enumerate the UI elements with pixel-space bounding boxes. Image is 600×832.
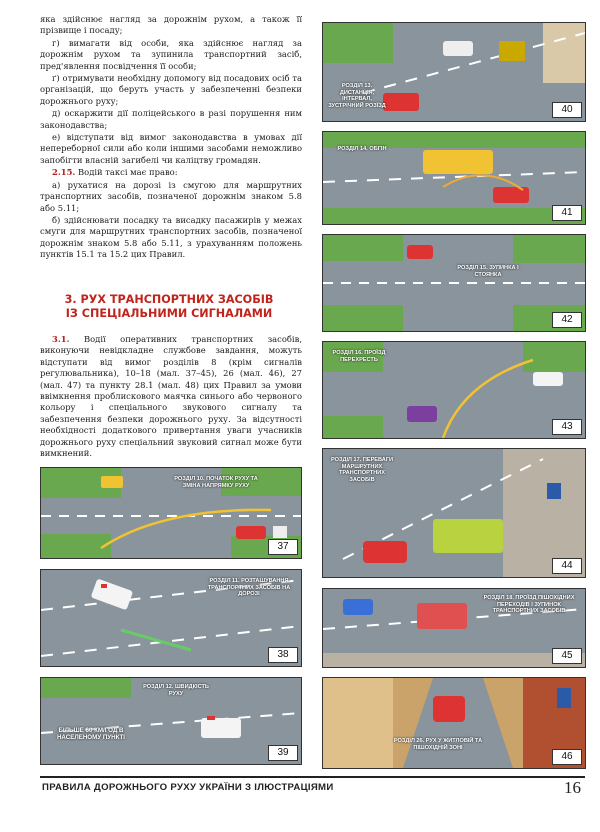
figure-37-number: 37 [268,539,298,555]
figure-37 [40,467,302,559]
rules-text-column [40,14,302,262]
section-3-title-line1: 3. РУХ ТРАНСПОРТНИХ ЗАСОБІВ [64,293,274,306]
figure-46-illustration [323,678,585,768]
rule-2-15-intro-text: Водій таксі має право: [78,167,178,178]
section-3-heading [44,293,294,321]
figure-45-caption: РОЗДІЛ 18. ПРОЇЗД ПІШОХІДНИХ ПЕРЕХОДІВ І ЗУПИНОК ТРАНСПОРТНИХ ЗАСОБІВ [483,595,575,615]
rule-3-1 [40,334,302,459]
book-title: ПРАВИЛА ДОРОЖНЬОГО РУХУ УКРАЇНИ З ІЛЮСТРАЦІЯМИ [42,782,334,793]
figure-40 [322,22,586,122]
page-number: 16 [564,778,581,797]
figure-44 [322,448,586,578]
figure-45-number: 45 [552,648,582,664]
rule-2-14-continuation: яка здійснює нагляд за дорожнім рухом, а також її прізвище і посаду; [40,14,302,36]
figure-46 [322,677,586,769]
figure-39 [40,677,302,765]
figure-40-number: 40 [552,102,582,118]
figure-45 [322,588,586,668]
figure-38-number: 38 [268,647,298,663]
figure-41-number: 41 [552,205,582,221]
figure-39-caption: РОЗДІЛ 12. ШВИДКІСТЬ РУХУ [143,684,209,697]
figure-38 [40,569,302,667]
figure-43 [322,341,586,439]
rule-2-15-intro [40,167,302,178]
figure-42 [322,234,586,332]
figure-42-illustration [323,235,585,331]
rule-2-14-g: г) вимагати від особи, яка здійснює нагляд за дорожнім рухом та зупинила транспортний засіб, пред'явлення посвідчення її особи; [40,37,302,71]
section-3-title-line2: ІЗ СПЕЦІАЛЬНИМИ СИГНАЛАМИ [65,307,273,320]
rule-2-14-e: е) відступати від вимог законодавства в умовах дії непереборної сили або коли іншими засобами неможливо запобігти власній загибелі чи каліцтву громадян. [40,132,302,165]
figure-39-note: БІЛЬШЕ 60 КМ/ГОД В НАСЕЛЕНОМУ ПУНКТІ [56,727,126,741]
figure-38-caption: РОЗДІЛ 11. РОЗТАШУВАННЯ ТРАНСПОРТНИХ ЗАСОБІВ НА ДОРОЗІ [207,578,291,598]
figure-42-caption: РОЗДІЛ 15. ЗУПИНКА І СТОЯНКА [457,265,519,278]
rule-3-1-text: Водії оперативних транспортних засобів, виконуючи невідкладне службове завдання, можуть відступати від вимог розділів 8 (крім сигналів регулювальника), 10–18 (мал. 37–45), 26 (мал. 46), 27 (мал. 47) та пункту 28.1 (мал. 48) цих Правил за умови ввімкнення проблискового маячка синього або червоного кольору і спеціального звукового сигналу та забезпечення безпеки дорожнього руху. За відсутності необхідності додаткового привертання уваги учасників дорожнього руху спеціальний звуковий сигнал може бути вимкнений. [40,334,302,459]
figure-37-caption: РОЗДІЛ 10. ПОЧАТОК РУХУ ТА ЗМІНА НАПРЯМКУ РУХУ [174,476,258,489]
rule-2-14-gg: ґ) отримувати необхідну допомогу від посадових осіб та організацій, що беруть участь у забезпеченні безпеки дорожнього руху; [40,73,302,106]
figure-40-caption: РОЗДІЛ 13. ДИСТАНЦІЯ, ІНТЕРВАЛ, ЗУСТРІЧНИЙ РОЗЇЗД [328,83,386,109]
figure-43-number: 43 [552,419,582,435]
rule-2-14-d: д) оскаржити дії поліцейського в разі порушення ним законодавства; [40,108,302,130]
figure-41-caption: РОЗДІЛ 14. ОБГІН [337,146,387,152]
figure-41 [322,131,586,225]
page-footer [40,776,585,800]
rule-2-15-b: б) здійснювати посадку та висадку пасажирів у межах смуги для маршрутних транспортних засобів, позначеної дорожнім знаком 5.8 або 5.11, з урахуванням положень пунктів 15.1 та 15.2 цих Правил. [40,214,302,260]
figure-46-number: 46 [552,749,582,765]
figure-43-caption: РОЗДІЛ 16. ПРОЇЗД ПЕРЕХРЕСТЬ [332,350,386,363]
figure-46-caption: РОЗДІЛ 26. РУХ У ЖИТЛОВІЙ ТА ПІШОХІДНІЙ ЗОНІ [393,738,483,751]
figure-44-caption: РОЗДІЛ 17. ПЕРЕВАГИ МАРШРУТНИХ ТРАНСПОРТНИХ ЗАСОБІВ [330,457,394,483]
rule-2-15-a: а) рухатися на дорозі із смугою для маршрутних транспортних засобів, позначеної дорожнім знаком 5.8 або 5.11; [40,179,302,213]
figure-44-number: 44 [552,558,582,574]
rule-3-1-number: 3.1. [52,334,70,344]
rule-2-15-number: 2.15. [52,167,76,178]
figure-39-number: 39 [268,745,298,761]
figure-42-number: 42 [552,312,582,328]
